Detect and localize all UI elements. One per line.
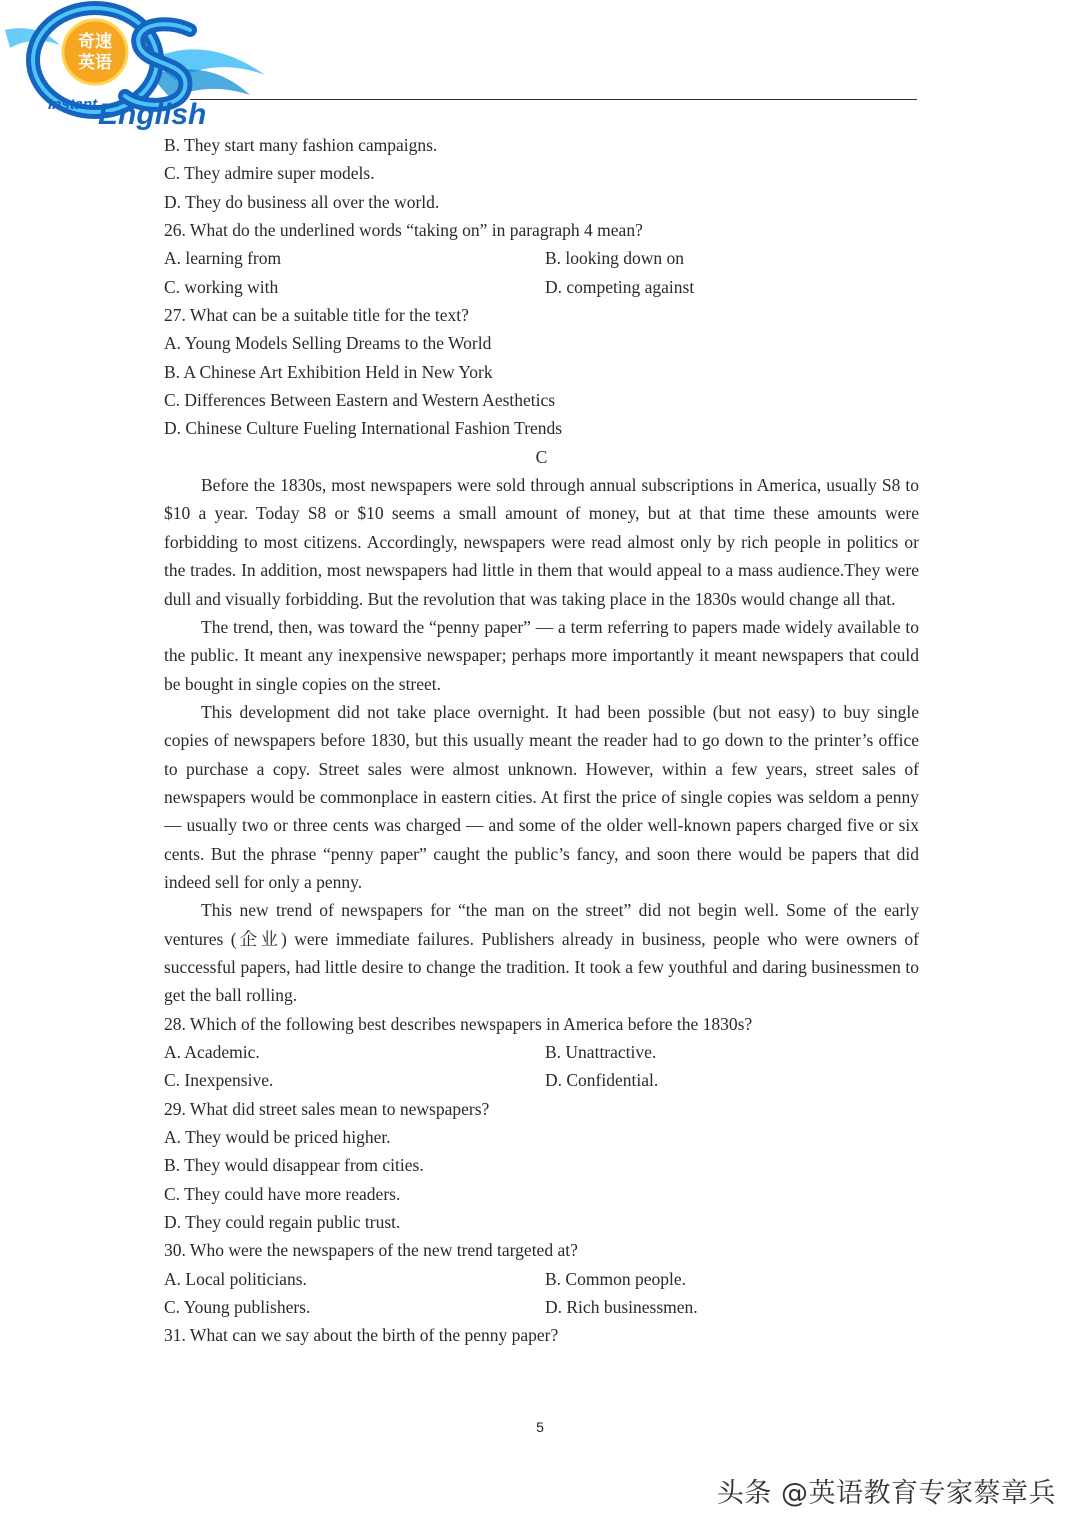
passage-paragraph: This development did not take place overnight. It had been possible (but not easy) to buy single copies of newspapers before 1830, but this usually meant the reader had to go down to the printer’s office to purchase a copy. Street sales were almost unknown. However, within a few years, street sales of newspapers would be commonplace in eastern cities. At first the price of single copies was seldom a penny — usually two or three cents was charged — and some of the older well-known papers charged five or six cents. But the phrase “penny paper” caught the public’s fancy, and soon there would be papers that did indeed sell for only a penny. xyxy=(164,701,919,892)
q26-option-c: C. working with xyxy=(164,276,279,297)
q29-option-a: A. They would be priced higher. xyxy=(164,1127,391,1148)
q30-question: 30. Who were the newspapers of the new trend targeted at? xyxy=(164,1240,578,1261)
brand-logo xyxy=(0,0,270,135)
q26-option-d: D. competing against xyxy=(545,276,695,297)
section-heading: C xyxy=(535,446,548,467)
q26-option-a: A. learning from xyxy=(164,248,282,269)
q29-option-b: B. They would disappear from cities. xyxy=(164,1155,424,1176)
logo-cn-line1: 奇速 xyxy=(78,32,112,52)
passage-paragraph: Before the 1830s, most newspapers were sold through annual subscriptions in America, usually S8 to $10 a year. Today S8 or $10 seems a small amount of money, but at that time these amounts were forbidding to most citizens. Accordingly, newspapers were read almost only by rich people in politics or the trades. In addition, most newspapers had little in them that would appeal to a mass audience.They were dull and visually forbidding. But the revolution that was taking place in the 1830s would change all that. xyxy=(164,475,919,609)
logo-graphic xyxy=(0,0,270,135)
q28-options-row xyxy=(164,1038,919,1066)
q27-option-d: D. Chinese Culture Fueling International Fashion Trends xyxy=(164,418,563,439)
page-number: 5 xyxy=(536,1419,544,1435)
logo-instant-text: Instant xyxy=(48,96,98,113)
passage-paragraph: This new trend of newspapers for “the man on the street” did not begin well. Some of the early ventures (企业) were immediate failures. Publishers already in business, people who were owners of successful papers, had little desire to change the tradition. It took a few youthful and daring businessmen to get the ball rolling. xyxy=(164,900,919,1006)
logo-cn-line2: 英语 xyxy=(78,53,112,73)
q29-option-d: D. They could regain public trust. xyxy=(164,1212,401,1233)
q29-option-c: C. They could have more readers. xyxy=(164,1183,401,1204)
q28-option-d: D. Confidential. xyxy=(545,1070,659,1091)
q30-option-a: A. Local politicians. xyxy=(164,1268,307,1289)
q27-option-c: C. Differences Between Eastern and Western Aesthetics xyxy=(164,390,556,411)
q30-option-d: D. Rich businessmen. xyxy=(545,1297,698,1318)
q27-option-a: A. Young Models Selling Dreams to the World xyxy=(164,333,492,354)
q28-question: 28. Which of the following best describes newspapers in America before the 1830s? xyxy=(164,1013,753,1034)
q28-option-c: C. Inexpensive. xyxy=(164,1070,274,1091)
q29-question: 29. What did street sales mean to newspapers? xyxy=(164,1098,490,1119)
passage-paragraph: The trend, then, was toward the “penny paper” — a term referring to papers made widely available to the public. It meant any inexpensive newspaper; perhaps more importantly it meant newspapers that could be bought in single copies on the street. xyxy=(164,616,919,694)
q26-question: 26. What do the underlined words “taking on” in paragraph 4 mean? xyxy=(164,220,643,241)
header-rule xyxy=(190,99,917,100)
q25-option-d: D. They do business all over the world. xyxy=(164,191,440,212)
q27-option-b: B. A Chinese Art Exhibition Held in New York xyxy=(164,361,493,382)
q26-options-row xyxy=(164,273,919,301)
q28-option-a: A. Academic. xyxy=(164,1042,260,1062)
q28-option-b: B. Unattractive. xyxy=(545,1042,657,1062)
logo-english-text: English xyxy=(98,98,207,131)
q26-option-b: B. looking down on xyxy=(545,248,685,269)
q28-options-row xyxy=(164,1066,919,1094)
document-body xyxy=(164,131,919,1350)
q30-option-c: C. Young publishers. xyxy=(164,1297,311,1318)
watermark-text: 头条 @英语教育专家蔡章兵 xyxy=(716,1478,1056,1509)
q30-options-row xyxy=(164,1293,919,1321)
q30-option-b: B. Common people. xyxy=(545,1268,686,1289)
q26-options-row xyxy=(164,244,919,272)
q27-question: 27. What can be a suitable title for the text? xyxy=(164,305,469,326)
q30-options-row xyxy=(164,1265,919,1293)
q25-option-c: C. They admire super models. xyxy=(164,163,375,184)
q31-question: 31. What can we say about the birth of the penny paper? xyxy=(164,1325,559,1346)
q25-option-b: B. They start many fashion campaigns. xyxy=(164,135,438,155)
